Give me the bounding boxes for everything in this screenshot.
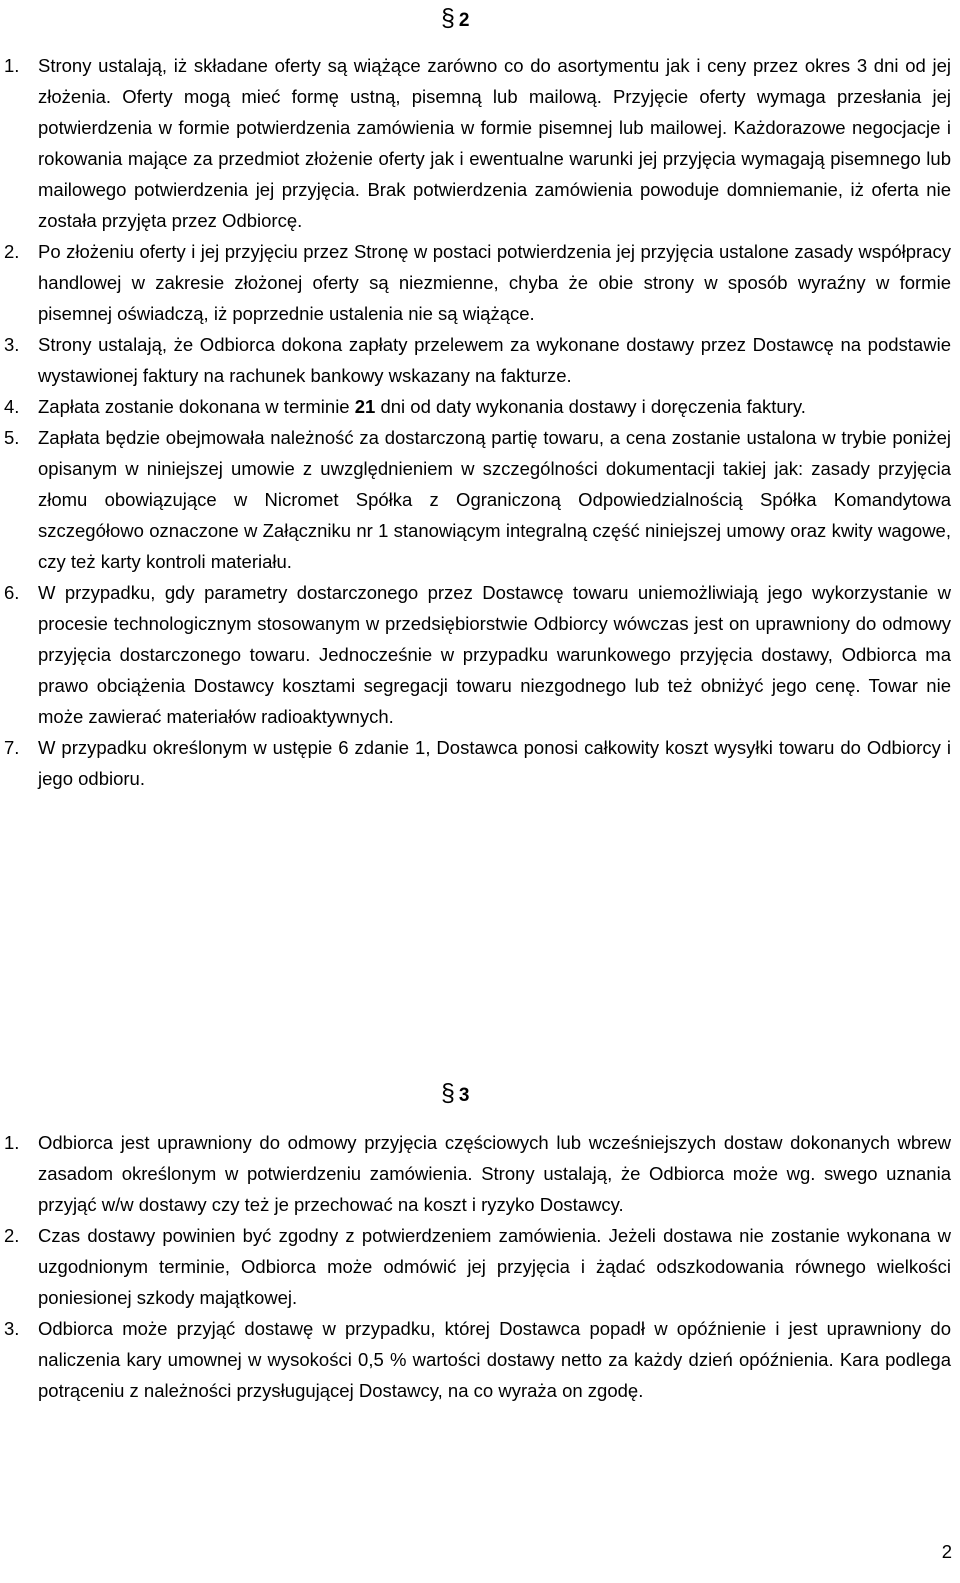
clause-text-part: Zapłata zostanie dokonana w terminie <box>38 396 355 417</box>
clause-text: Strony ustalają, że Odbiorca dokona zapłaty przelewem za wykonane dostawy przez Dostawcę na podstawie wystawionej faktury na rachunek bankowy wskazany na fakturze. <box>38 334 951 386</box>
clause-text-part: dni od daty wykonania dostawy i doręczenia faktury. <box>375 396 806 417</box>
clause-text: Strony ustalają, iż składane oferty są wiążące zarówno co do asortymentu jak i ceny przez okres 3 dni od jej złożenia. Oferty mogą mieć formę ustną, pisemną lub mailową. Przyjęcie oferty wymaga przesłania jej potwierdzenia w formie potwierdzenia zamówienia w formie pisemnej lub mailowej. Każdorazowe negocjacje i rokowania mające za przedmiot złożenie oferty jak i ewentualne warunki jej przyjęcia wymagają pisemnego lub mailowego potwierdzenia jej przyjęcia. Brak potwierdzenia zamówienia powoduje domniemanie, iż oferta nie została przyjęta przez Odbiorcę. <box>38 55 951 231</box>
clause-text: Czas dostawy powinien być zgodny z potwierdzeniem zamówienia. Jeżeli dostawa nie zostanie wykonana w uzgodnionym terminie, Odbiorca może odmówić jej przyjęcia i żądać odszkodowania równego wielkości poniesionej szkody majątkowej. <box>38 1225 951 1308</box>
clause-number: 4. <box>4 396 20 417</box>
clause-number: 1. <box>4 55 20 76</box>
clause-text: Po złożeniu oferty i jej przyjęciu przez Stronę w postaci potwierdzenia jej przyjęcia ustalone zasady współpracy handlowej w zakresie złożonej oferty są niezmienne, chyba że obie strony w sposób wyraźny w formie pisemnej oświadczą, iż poprzednie ustalenia nie są wiążące. <box>38 241 951 324</box>
clause-number: 3. <box>4 1318 20 1339</box>
clause-number: 6. <box>4 582 20 603</box>
section-number: 3 <box>458 1085 470 1106</box>
clause-number: 3. <box>4 334 20 355</box>
clause-text: Odbiorca jest uprawniony do odmowy przyjęcia częściowych lub wcześniejszych dostaw dokonanych wbrew zasadom określonym w potwierdzeniu zamówienia. Strony ustalają, że Odbiorca może wg. swego uznania przyjąć w/w dostawy czy też je przechować na koszt i ryzyko Dostawcy. <box>38 1132 951 1215</box>
clause <box>0 1313 957 1406</box>
clause <box>0 577 957 732</box>
section-2-clauses <box>0 50 957 794</box>
clause-number: 1. <box>4 1132 20 1153</box>
clause <box>0 50 957 236</box>
clause <box>0 1127 957 1220</box>
section-heading <box>441 6 469 31</box>
clause-text: Zapłata będzie obejmowała należność za dostarczoną partię towaru, a cena zostanie ustalona w trybie poniżej opisanym w niniejszej umowie z uwzględnieniem w szczególności dokumentacji takiej jak: zasady przyjęcia złomu obowiązujące w Nicromet Spółka z Ograniczoną Odpowiedzialnością Spółka Komandytowa szczegółowo oznaczone w Załączniku nr 1 stanowiącym integralną część niniejszej umowy oraz kwity wagowe, czy też karty kontroli materiału. <box>38 427 951 572</box>
clause <box>0 422 957 577</box>
clause-number: 5. <box>4 427 20 448</box>
section-heading <box>441 1081 469 1106</box>
clause-text: W przypadku, gdy parametry dostarczonego przez Dostawcę towaru uniemożliwiają jego wykorzystanie w procesie technologicznym stosowanym w przedsiębiorstwie Odbiorcy wówczas jest on uprawniony do odmowy przyjęcia dostarczonego towaru. Jednocześnie w przypadku warunkowego przyjęcia dostawy, Odbiorca ma prawo obciążenia Dostawcy kosztami segregacji towaru niezgodnego lub też obniżyć jego cenę. Towar nie może zawierać materiałów radioaktywnych. <box>38 582 951 727</box>
payment-days: 21 <box>354 396 376 417</box>
clause-number: 2. <box>4 241 20 262</box>
section-3-clauses <box>0 1127 957 1406</box>
clause-text: W przypadku określonym w ustępie 6 zdanie 1, Dostawca ponosi całkowity koszt wysyłki towaru do Odbiorcy i jego odbioru. <box>38 737 951 789</box>
clause-text <box>38 391 951 422</box>
clause-text: Odbiorca może przyjąć dostawę w przypadku, której Dostawca popadł w opóźnienie i jest uprawniony do naliczenia kary umownej w wysokości 0,5 % wartości dostawy netto za każdy dzień opóźnienia. Kara podlega potrąceniu z należności przysługującej Dostawcy, na co wyraża on zgodę. <box>38 1318 951 1401</box>
clause <box>0 236 957 329</box>
clause-number: 7. <box>4 737 20 758</box>
section-number: 2 <box>458 10 470 31</box>
section-sign: § <box>441 1079 455 1107</box>
clause <box>0 732 957 794</box>
section-sign: § <box>441 4 455 32</box>
clause <box>0 1220 957 1313</box>
clause <box>0 391 957 422</box>
page-number: 2 <box>941 1541 952 1562</box>
clause <box>0 329 957 391</box>
clause-number: 2. <box>4 1225 20 1246</box>
